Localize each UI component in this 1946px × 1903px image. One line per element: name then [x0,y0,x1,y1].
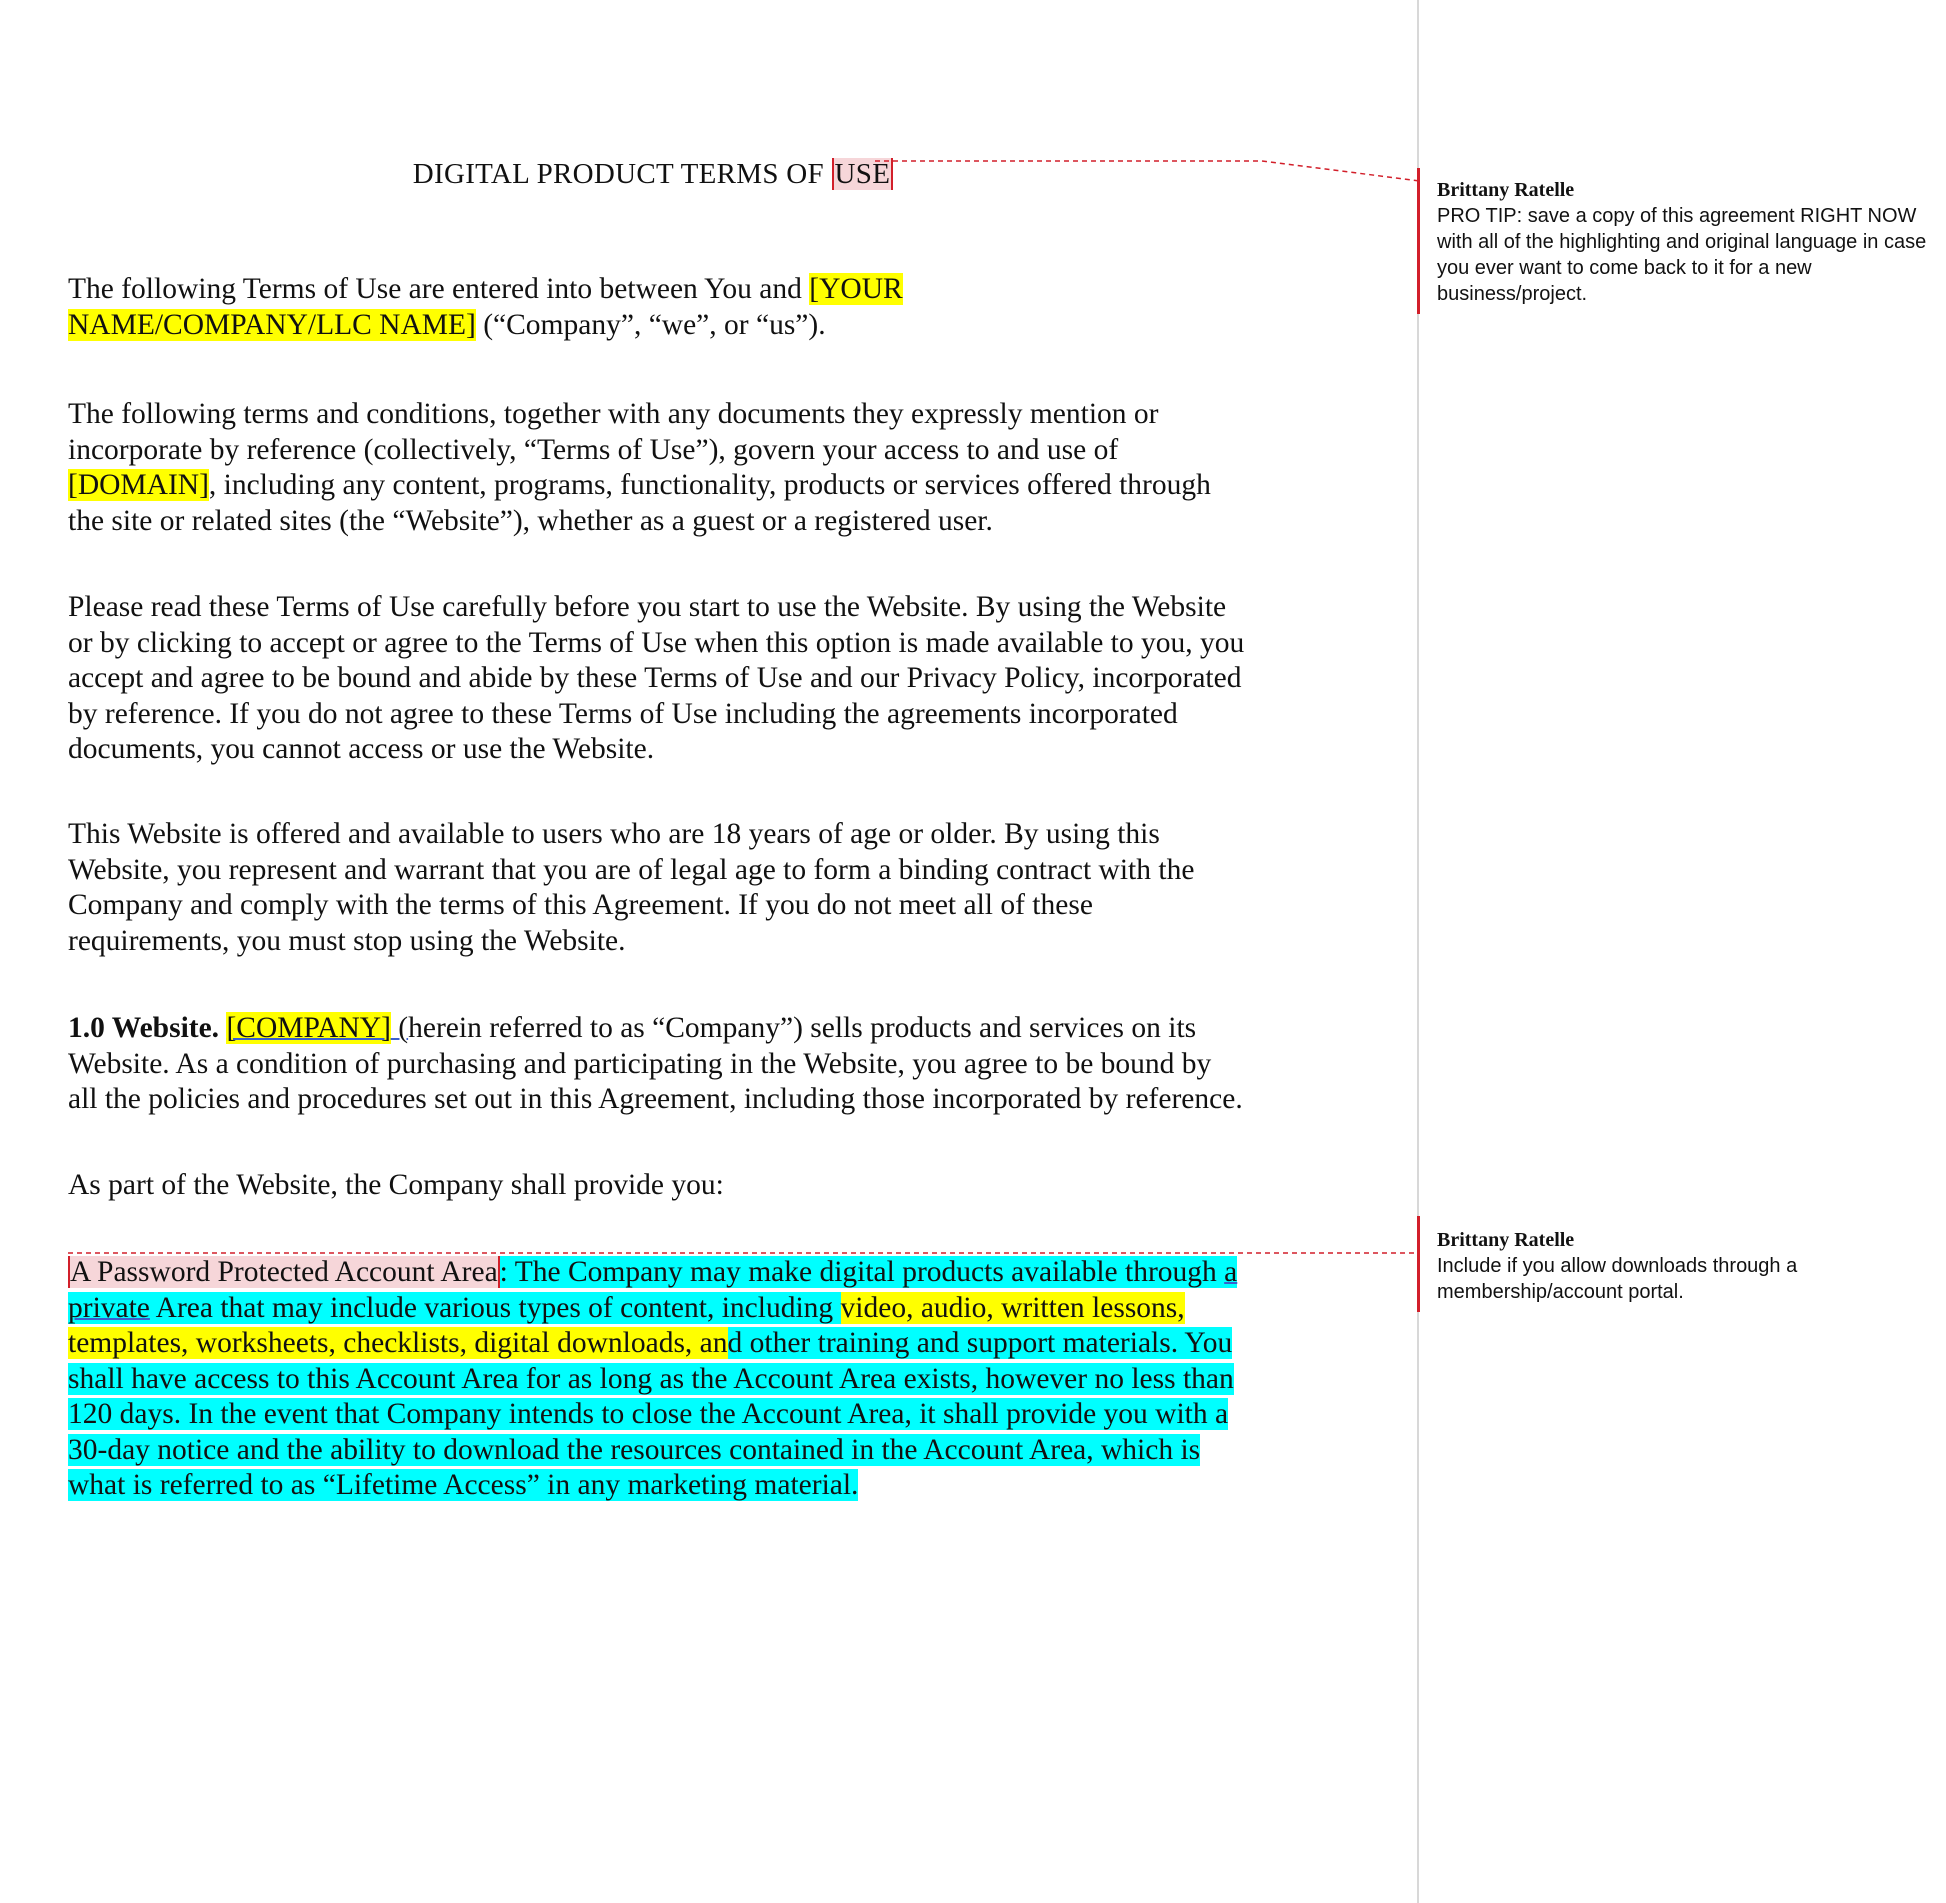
comment-line: Include if you allow downloads through a [1437,1255,1798,1277]
website-section-text: herein referred to as “Company”) sells products and services on its Website. As a condition of purchasing and participating in the Website, you agree to be bound by all the policies and procedures set out in this Agreement, including those incorporated by reference. [68,1012,1243,1115]
title-text: DIGITAL PRODUCT TERMS OF [412,158,832,190]
terms-scope-text: The following terms and conditions, together with any documents they expressly mention or incorporate by reference (collectively, “Terms of Use”), govern your access to and use of [68,398,1159,466]
comment-author: Brittany Ratelle [1437,179,1575,201]
comment-anchor-title[interactable]: USE [832,158,894,190]
comment-line: membership/account portal. [1437,1281,1684,1303]
comment-line: with all of the highlighting and original language in case [1437,231,1927,253]
paragraph-website-section [68,1011,1248,1118]
comment-line: business/project. [1437,283,1588,305]
placeholder-company: [COMPANY] [226,1012,391,1044]
placeholder-domain: [DOMAIN] [68,469,209,501]
document-title [0,158,1306,191]
comment-anchor-account-area[interactable]: A Password Protected Account Area [70,1256,498,1288]
paragraph-parties [68,272,1248,343]
terms-scope-text-2: , including any content, programs, functionality, products or services offered through the site or related sites (the “Website”), whether as a guest or a registered user. [68,469,1211,537]
paragraph-terms-scope [68,397,1248,539]
comment-author: Brittany Ratelle [1437,1229,1575,1251]
comment-2[interactable] [1437,1227,1946,1305]
comment-bar-2 [1417,1216,1420,1312]
account-area-text-3: d other training and support materials. You shall have access to this Account Area for as long as the Account Area exists, however no less than 120 days. In the event that Company intends to close the Account Area, it shall provide you with a 30-day notice and the ability to download the resources contained in the Account Area, which is what is referred to as “Lifetime Access” in any marketing material. [68,1327,1234,1501]
parties-aliases: (“Company”, “we”, or “us”). [475,308,826,341]
paragraph-account-area [68,1255,1248,1504]
account-area-text: : The Company may make digital products available through [499,1256,1225,1288]
comment-line: PRO TIP: save a copy of this agreement RIGHT NOW [1437,205,1917,227]
paragraph-age-requirement: This Website is offered and available to users who are 18 years of age or older. By using this Website, you represent and warrant that you are of legal age to form a binding contract with the Company and comply with the terms of this Agreement. If you do not meet all of these requirements, you must stop using the Website. [68,818,1195,957]
gap-marker: ( [390,1012,409,1044]
comment-1[interactable] [1437,177,1946,307]
placeholder-company-name: NAME/COMPANY/LLC NAME] [68,308,476,341]
comment-bar-1 [1417,168,1420,314]
parties-text: The following Terms of Use are entered into between You and [68,273,810,305]
private-area-link[interactable]: a private [68,1256,1238,1324]
paragraph-provide-intro: As part of the Website, the Company shall provide you: [68,1169,724,1201]
placeholder-your-name: [YOUR [809,273,903,305]
content-types-highlight: video, audio, written lessons, templates, worksheets, checklists, digital downloads, an [68,1291,1185,1359]
paragraph-read-carefully: Please read these Terms of Use carefully before you start to use the Website. By using the Website or by clicking to accept or agree to the Terms of Use when this option is made available to you, you accept and agree to be bound and abide by these Terms of Use and our Privacy Policy, incorporated by reference. If you do not agree to these Terms of Use including the agreements incorporated documents, you cannot access or use the Website. [68,591,1245,765]
comment-line: you ever want to come back to it for a new [1437,257,1812,279]
section-heading-website: 1.0 Website. [68,1012,220,1044]
account-area-text-2: Area that may include various types of content, including [149,1291,841,1324]
